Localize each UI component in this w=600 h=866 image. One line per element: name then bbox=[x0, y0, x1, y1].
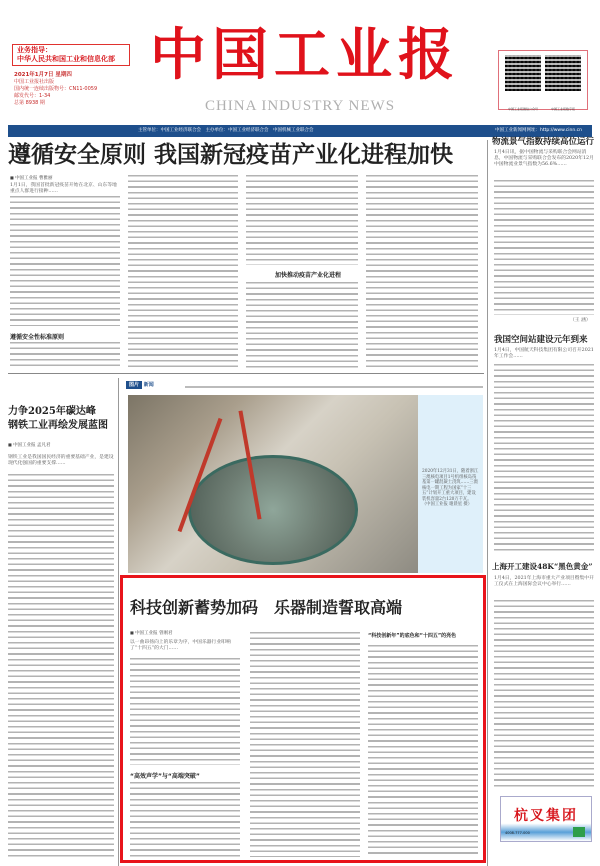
feature-subhead: “高效声学”与“高端突破” bbox=[130, 773, 200, 780]
photo-caption-box bbox=[418, 395, 483, 573]
lead-first-line: 1月1日，我国首批新冠疫苗开始在北京、山东等地重点人群进行接种…… bbox=[10, 183, 117, 194]
divider bbox=[487, 140, 488, 866]
right-first-line: 1月4日，中国航天科技集团有限公司召开2021年工作会…… bbox=[494, 348, 594, 359]
reactor-ring bbox=[188, 455, 358, 565]
lead-body bbox=[128, 175, 238, 368]
website-link[interactable]: 中国工业新闻网网址：http://www.cinn.cn bbox=[494, 128, 582, 133]
feature-subhead: “科技创新年”的底色和“十四五”的亮色 bbox=[368, 633, 457, 639]
lead-body bbox=[366, 175, 478, 368]
right-first-line: 1月4日讯，据中国物流与采购联合会网站消息，中国物流与采购联合会发布的2020年12月中国物流业景气指数为56.6%…… bbox=[494, 150, 594, 167]
qr-codes bbox=[498, 50, 588, 110]
publisher: 中国工业报社出版 bbox=[14, 79, 55, 85]
right-first-line: 1月4日，2021年上海市重大产业项目暨集中开工仪式在上海国际会议中心举行…… bbox=[494, 576, 594, 587]
photo-caption: 2020年12月31日，随着浙江三澳核电项目1号机组核岛筏基第一罐混凝土浇筑……三澳核电一期工程为国家“十三五”计划开工重大项目，建设装机容量2台120万千瓦。 bbox=[422, 469, 479, 502]
issue-info bbox=[14, 72, 97, 107]
ad-phone: 4008-777-000 bbox=[505, 831, 530, 835]
lead-body bbox=[10, 196, 120, 326]
left-headline bbox=[8, 405, 108, 433]
nuclear-plant-photo bbox=[128, 395, 418, 573]
qr-label: 中国工业报数字报 bbox=[550, 107, 575, 111]
left-byline: ■ 中国工业报 孟凡君 bbox=[8, 442, 51, 448]
right-body bbox=[494, 364, 594, 552]
qr-code-icon[interactable] bbox=[545, 55, 581, 91]
left-headline-line: 钢铁工业再绘发展蓝图 bbox=[8, 420, 108, 431]
photo-credit: （中国工业报 谢晨星 摄） bbox=[422, 502, 472, 507]
photo-label: 新闻 bbox=[143, 382, 154, 388]
feature-body bbox=[130, 782, 240, 857]
right-headline: 上海开工建设48K“黑色黄金” bbox=[492, 562, 593, 571]
right-headline: 我国空间站建设元年到来 bbox=[494, 335, 588, 345]
sponsor-text: 主管单位：中国工业经济联合会 主办单位：中国工业经济联合会 中国机械工业联合会 bbox=[138, 128, 314, 133]
qr-code-icon[interactable] bbox=[505, 55, 541, 91]
left-body bbox=[8, 474, 114, 860]
lead-body bbox=[10, 342, 120, 368]
feature-byline: ■ 中国工业报 曾刚君 bbox=[130, 630, 173, 636]
guidance-box bbox=[12, 44, 130, 66]
right-sign: （王 涵） bbox=[570, 318, 591, 323]
masthead: 中国工业报 bbox=[150, 22, 460, 88]
divider bbox=[8, 373, 484, 374]
right-body bbox=[494, 180, 594, 315]
photo-tag: 图片 bbox=[126, 381, 142, 389]
left-first-line: 钢铁工业是我国国民经济的重要基础产业，是建设现代化强国的重要支撑…… bbox=[8, 455, 114, 466]
guide-org: 中华人民共和国工业和信息化部 bbox=[17, 55, 115, 63]
lead-body bbox=[246, 175, 358, 265]
qr-label: 中国工业报微信公众号 bbox=[507, 107, 538, 111]
right-headline: 物流景气指数持续高位运行 bbox=[492, 137, 595, 147]
divider bbox=[185, 386, 483, 388]
feature-body bbox=[130, 658, 240, 765]
forklift-icon bbox=[573, 827, 585, 837]
issue-number: 总第 8938 期 bbox=[14, 100, 45, 106]
lead-subhead: 加快推动疫苗产业化进程 bbox=[275, 272, 342, 279]
photo-news-label bbox=[126, 381, 154, 391]
guide-label: 业务指导： bbox=[17, 46, 52, 54]
left-headline-line: 力争2025年碳达峰 bbox=[8, 406, 96, 417]
ad-brand: 杭叉集团 bbox=[514, 808, 578, 824]
feature-body bbox=[250, 632, 360, 857]
lead-headline: 遵循安全原则 我国新冠疫苗产业化进程加快 bbox=[8, 141, 454, 168]
feature-headline: 科技创新蓄势加码 乐器制造誓取高端 bbox=[130, 598, 403, 617]
issn: 国内统一连续出版物号：CN11-0059 bbox=[14, 86, 98, 92]
divider bbox=[118, 378, 119, 866]
masthead-english: CHINA INDUSTRY NEWS bbox=[204, 98, 396, 114]
feature-body bbox=[368, 645, 478, 857]
issue-date: 2021年1月7日 星期四 bbox=[14, 72, 72, 78]
postal-code: 邮发代号：1-34 bbox=[14, 93, 51, 99]
lead-byline: ■ 中国工业报 曹雅丽 bbox=[10, 175, 53, 181]
lead-body bbox=[246, 282, 358, 368]
right-body bbox=[494, 600, 594, 790]
lead-subhead: 遵循安全性标准原则 bbox=[10, 334, 65, 341]
feature-first-line: 以一曲昂扬向上的乐章为序，中国乐器行业叩响了“十四五”的大门…… bbox=[130, 640, 231, 651]
hangcha-ad[interactable] bbox=[500, 796, 592, 842]
